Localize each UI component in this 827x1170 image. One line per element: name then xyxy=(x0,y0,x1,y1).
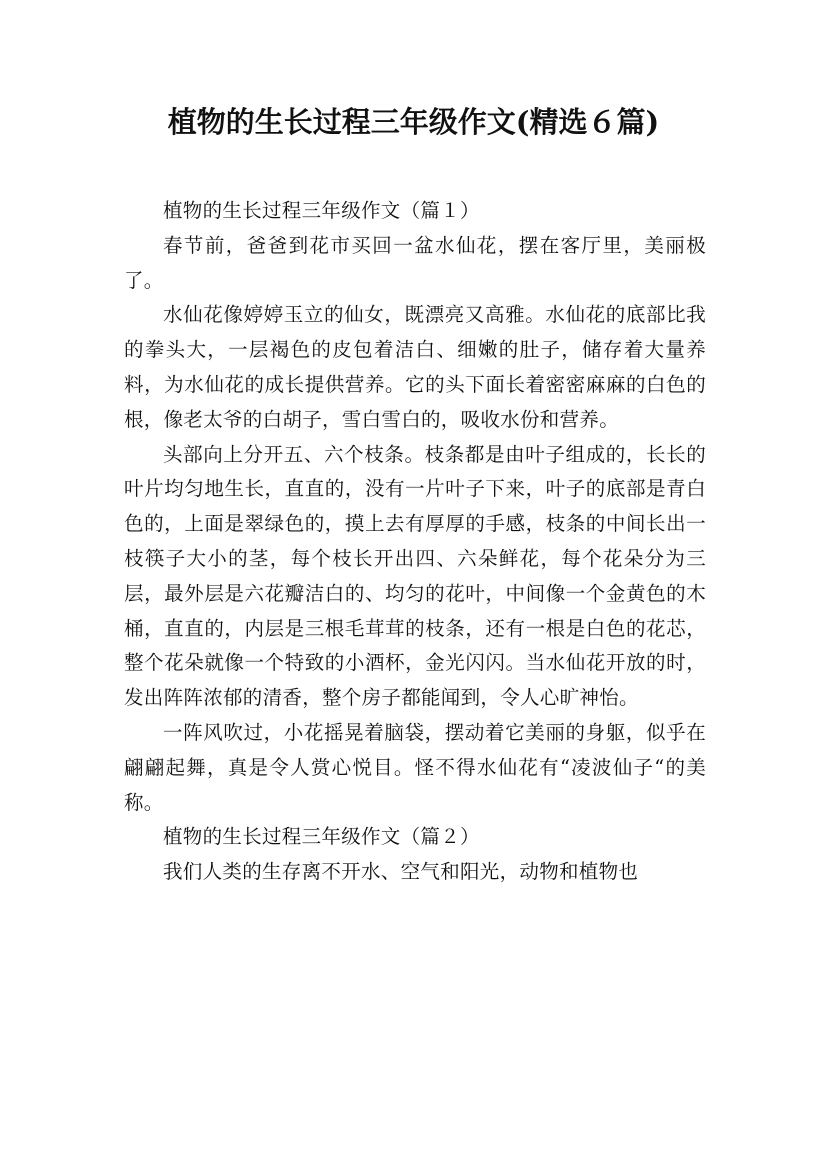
document-body xyxy=(124,194,706,890)
paragraph: 春节前，爸爸到花市买回一盆水仙花，摆在客厅里，美丽极了。 xyxy=(124,233,706,292)
paragraph: 一阵风吹过，小花摇晃着脑袋，摆动着它美丽的身躯，似乎在翩翩起舞，真是令人赏心悦目。怪不得水仙花有“凌波仙子“的美称。 xyxy=(124,720,706,814)
paragraph: 水仙花像婷婷玉立的仙女，既漂亮又高雅。水仙花的底部比我的拳头大，一层褐色的皮包着洁白、细嫩的肚子，储存着大量养料，为水仙花的成长提供营养。它的头下面长着密密麻麻的白色的根，像老太爷的白胡子，雪白雪白的，吸收水份和营养。 xyxy=(124,303,706,431)
section-heading-2: 植物的生长过程三年级作文（篇２） xyxy=(163,825,480,849)
paragraph: 我们人类的生存离不开水、空气和阳光，动物和植物也 xyxy=(163,860,639,884)
paragraph: 头部向上分开五、六个枝条。枝条都是由叶子组成的，长长的叶片均匀地生长，直直的，没有一片叶子下来，叶子的底部是青白色的，上面是翠绿色的，摸上去有厚厚的手感，枝条的中间长出一枝筷子大小的茎，每个枝长开出四、六朵鲜花，每个花朵分为三层，最外层是六花瓣洁白的、均匀的花叶，中间像一个金黄色的木桶，直直的，内层是三根毛茸茸的枝条，还有一根是白色的花芯，整个花朵就像一个特致的小酒杯，金光闪闪。当水仙花开放的时，发出阵阵浓郁的清香，整个房子都能闻到，令人心旷神怡。 xyxy=(124,442,706,710)
section-heading-1: 植物的生长过程三年级作文（篇１） xyxy=(163,199,480,222)
document-title: 植物的生长过程三年级作文(精选６篇) xyxy=(167,105,660,139)
